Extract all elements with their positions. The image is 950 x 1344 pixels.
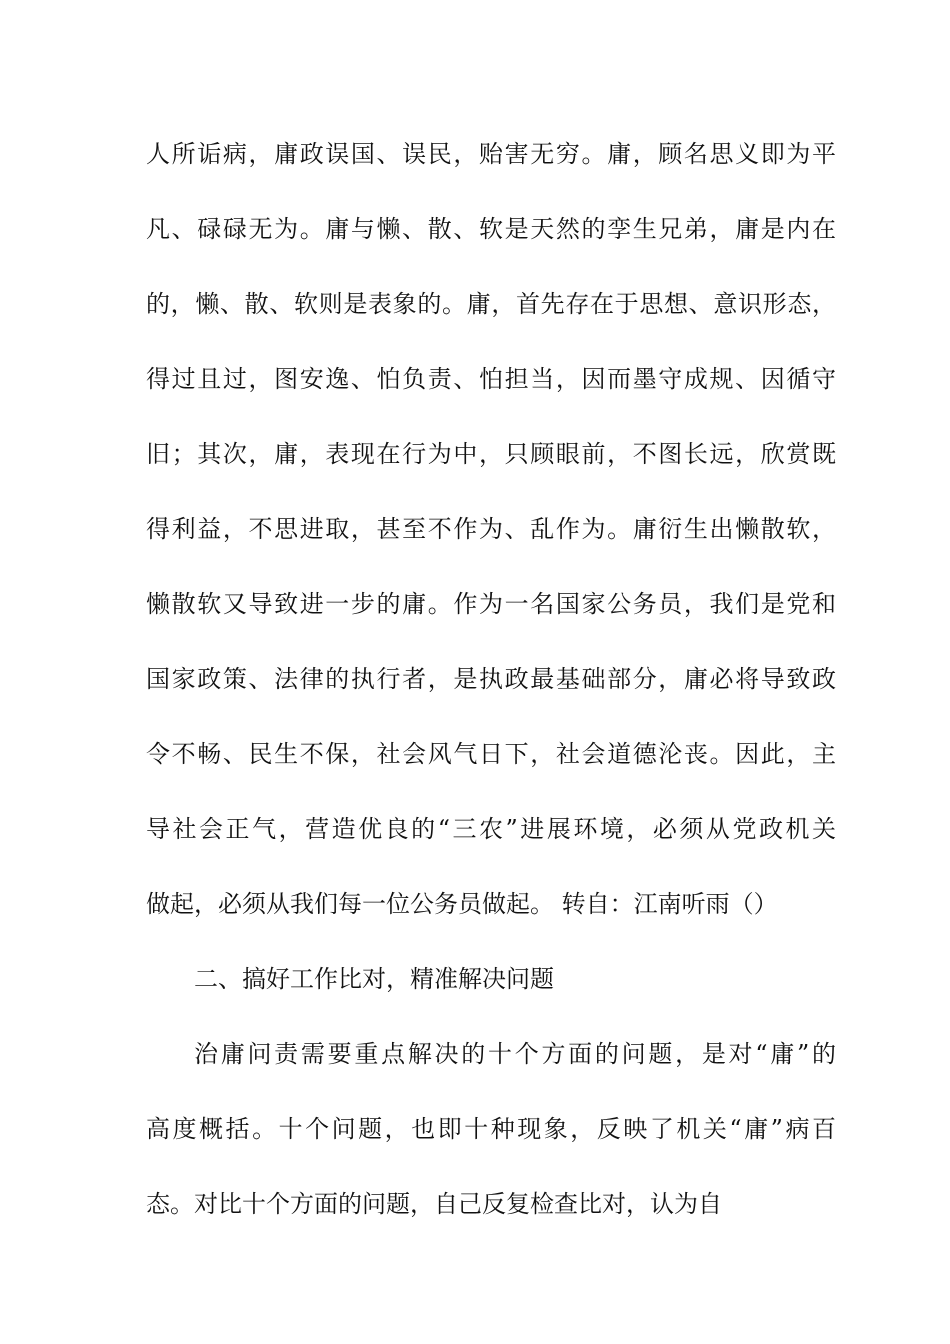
paragraph-line: 得过且过，图安逸、怕负责、怕担当，因而墨守成规、因循守 bbox=[146, 365, 836, 393]
paragraph-line: 令不畅、民生不保，社会风气日下，社会道德沦丧。因此，主 bbox=[146, 740, 836, 768]
paragraph-line: 懒散软又导致进一步的庸。作为一名国家公务员，我们是党和 bbox=[146, 590, 836, 618]
paragraph-last-line: 做起，必须从我们每一位公务员做起。 转自：江南听雨（） bbox=[146, 890, 778, 918]
paragraph-first-line: 治庸问责需要重点解决的十个方面的问题，是对“庸”的 bbox=[194, 1040, 836, 1068]
paragraph-line: 凡、碌碌无为。庸与懒、散、软是天然的孪生兄弟，庸是内在 bbox=[146, 215, 836, 243]
paragraph-line: 旧；其次，庸，表现在行为中，只顾眼前，不图长远，欣赏既 bbox=[146, 440, 836, 468]
paragraph-line: 态。对比十个方面的问题，自己反复检查比对，认为自 bbox=[146, 1190, 722, 1218]
paragraph-line: 的，懒、散、软则是表象的。庸，首先存在于思想、意识形态， bbox=[146, 290, 836, 318]
paragraph-line: 高度概括。十个问题，也即十种现象，反映了机关“庸”病百 bbox=[146, 1115, 836, 1143]
paragraph-line: 导社会正气，营造优良的“三农”进展环境，必须从党政机关 bbox=[146, 815, 836, 843]
paragraph-line: 得利益，不思进取，甚至不作为、乱作为。庸衍生出懒散软， bbox=[146, 515, 836, 543]
paragraph-line: 国家政策、法律的执行者，是执政最基础部分，庸必将导致政 bbox=[146, 665, 836, 693]
paragraph-line: 人所诟病，庸政误国、误民，贻害无穷。庸，顾名思义即为平 bbox=[146, 140, 836, 168]
section-heading: 二、搞好工作比对，精准解决问题 bbox=[194, 965, 554, 993]
